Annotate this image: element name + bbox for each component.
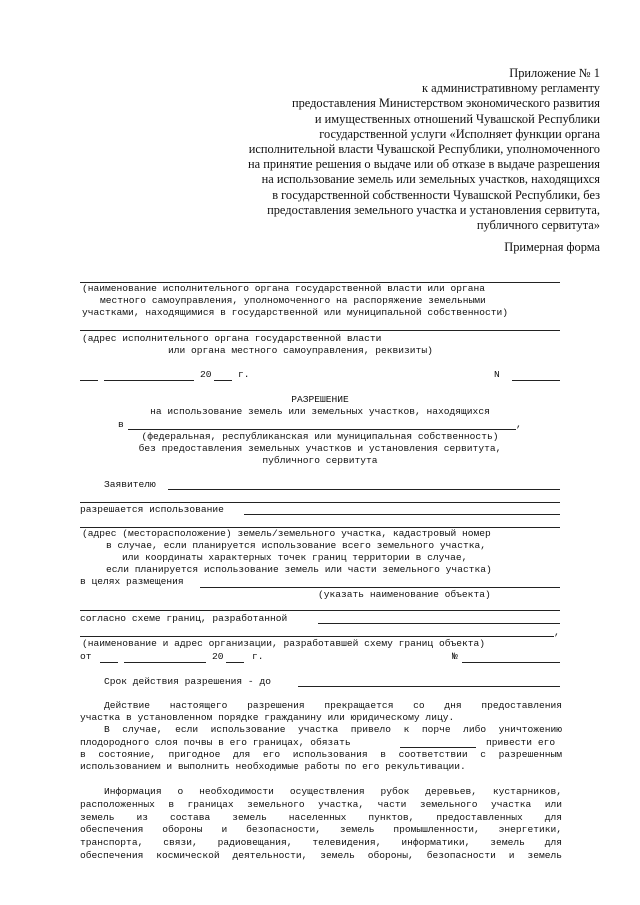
permitted-use-label: разрешается использование — [80, 504, 224, 515]
location-caption: или координаты характерных точек границ территории в случае, — [122, 552, 468, 563]
title-line-suffix: , — [516, 419, 522, 430]
recultivation-line: плодородного слоя почвы в его границах, обязать — [80, 737, 351, 748]
header-line: Приложение № 1 — [509, 66, 600, 80]
location-caption: (адрес (месторасположение) земель/земельного участка, кадастровый номер — [82, 528, 491, 539]
scheme-year-field[interactable] — [226, 662, 244, 663]
form-type-label: Примерная форма — [504, 240, 600, 254]
responsible-party-field[interactable] — [400, 747, 476, 748]
placement-object-field[interactable] — [200, 587, 560, 588]
scheme-year-suffix: г. — [252, 651, 264, 662]
ownership-caption: (федеральная, республиканская или муниципальная собственность) — [141, 431, 499, 442]
scheme-month-field[interactable] — [124, 662, 206, 663]
applicant-field[interactable] — [168, 489, 560, 490]
scheme-year-prefix: 20 — [212, 651, 224, 662]
scheme-developer-field-continued[interactable] — [80, 636, 554, 637]
scheme-date-label: от — [80, 651, 92, 662]
header-line: предоставления земельного участка и установления сервитута, — [267, 202, 600, 217]
date-year-suffix: г. — [238, 369, 250, 380]
scheme-number-field[interactable] — [462, 662, 560, 663]
termination-paragraph: Действие настоящего разрешения прекращается со дня предоставления участка в установленном порядке гражданину или юридическому лицу. — [80, 700, 562, 723]
recultivation-line-end: привести его — [486, 737, 556, 748]
header-line: на принятие решения о выдаче или об отказе в выдаче разрешения — [247, 157, 600, 172]
authority-caption: (наименование исполнительного органа государственной власти или органа — [82, 283, 486, 294]
scheme-number-sign: № — [452, 651, 458, 662]
organization-caption: (наименование и адрес организации, разработавшей схему границ объекта) — [82, 638, 486, 649]
date-day-field[interactable] — [80, 380, 98, 381]
applicant-field-continued[interactable] — [80, 502, 560, 503]
title-line: публичного сервитута — [262, 455, 378, 466]
authority-address-line[interactable] — [80, 330, 560, 331]
ownership-type-field[interactable] — [128, 429, 516, 430]
permitted-use-field[interactable] — [244, 514, 560, 515]
title-line: без предоставления земельных участков и установления сервитута, — [138, 443, 502, 454]
scheme-developer-field[interactable] — [318, 623, 560, 624]
boundary-scheme-label: согласно схеме границ, разработанной — [80, 613, 288, 624]
location-caption: если планируется использование земель или части земельного участка) — [106, 564, 492, 575]
authority-caption: участками, находящимися в государственной или муниципальной собственности) — [82, 307, 509, 318]
header-line: на использование земель или земельных участков, находящихся — [261, 172, 600, 187]
authority-caption: местного самоуправления, уполномоченного на распоряжение земельными — [100, 295, 486, 306]
appendix-header — [180, 66, 600, 233]
validity-date-field[interactable] — [298, 686, 560, 687]
header-line: исполнительной власти Чувашской Республики, уполномоченного — [248, 142, 600, 157]
validity-label: Срок действия разрешения - до — [104, 676, 271, 687]
header-line: государственной услуги «Исполняет функции органа — [319, 126, 600, 141]
scheme-day-field[interactable] — [100, 662, 118, 663]
date-year-field[interactable] — [214, 380, 232, 381]
object-caption: (указать наименование объекта) — [318, 589, 491, 600]
header-line: и имущественных отношений Чувашской Республики — [314, 111, 600, 126]
address-caption: (адрес исполнительного органа государственной власти — [82, 333, 382, 344]
title-line: на использование земель или земельных участков, находящихся — [150, 406, 490, 417]
placement-object-field-continued[interactable] — [80, 610, 560, 611]
header-line: публичного сервитута» — [476, 218, 600, 233]
header-line: к административному регламенту — [422, 81, 600, 96]
date-year-prefix: 20 — [200, 369, 212, 380]
date-month-field[interactable] — [104, 380, 194, 381]
header-line: предоставления Министерством экономического развития — [291, 96, 600, 111]
header-line: в государственной собственности Чувашской Республики, без — [272, 187, 600, 202]
recultivation-paragraph: В случае, если использование участка привело к порче либо уничтожению — [104, 724, 562, 735]
scheme-developer-suffix: , — [554, 627, 560, 638]
tree-felling-paragraph: Информация о необходимости осуществления рубок деревьев, кустарников, расположенных в границах земельного участка, части земельного участка или земель из состава земель населенных пунктов, предоставленных для обеспечения обороны и безопасности, земель промышленности, энергетики, транспорта, связи, радиовещания, телевидения, информатики, земель для обеспечения космической деятельности, земель обороны, безопасности и земель — [80, 786, 562, 861]
address-caption: или органа местного самоуправления, реквизиты) — [168, 345, 433, 356]
title-line-prefix: в — [118, 419, 124, 430]
placement-purpose-label: в целях размещения — [80, 576, 184, 587]
number-sign: N — [494, 369, 500, 380]
recultivation-paragraph-rest: в состояние, пригодное для его использования в соответствии с разрешенным использованием и выполнить необходимые работы по его рекультивации. — [80, 749, 562, 772]
document-title: РАЗРЕШЕНИЕ — [291, 394, 349, 405]
location-caption: в случае, если планируется использование всего земельного участка, — [106, 540, 486, 551]
document-number-field[interactable] — [512, 380, 560, 381]
applicant-label: Заявителю — [104, 479, 156, 490]
